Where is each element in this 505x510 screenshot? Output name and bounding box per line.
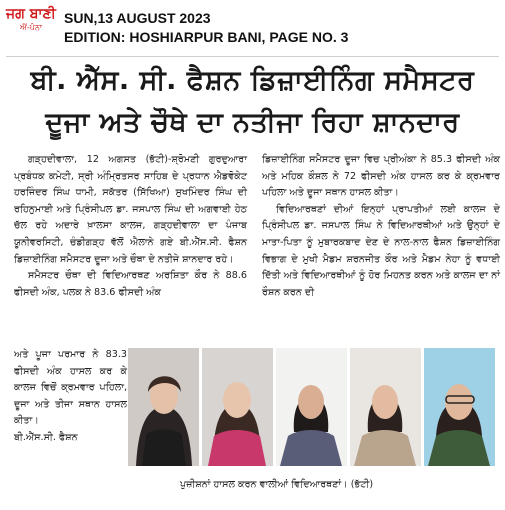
article-paragraph: ਡਿਜ਼ਾਈਨਿੰਗ ਸਮੈਸਟਰ ਦੂਜਾ ਵਿਚ ਪ੍ਰੀਅੰਕਾ ਨੇ 85.3 ਫੀਸਦੀ ਅੰਕ ਅਤੇ ਮਹਿਕ ਕੌਸ਼ਲ ਨੇ 72 ਫੀਸਦੀ ਅੰਕ ਹਾਸਲ ਕਰ ਕੇ ਕ੍ਰਮਵਾਰ ਪਹਿਲਾ ਅਤੇ ਦੂਜਾ ਸਥਾਨ ਹਾਸਲ ਕੀਤਾ।	[262, 154, 500, 199]
article-column-left-narrow	[14, 347, 127, 447]
article-paragraph: ਬੀ.ਐੱਸ.ਸੀ. ਫੈਸ਼ਨ	[14, 431, 78, 443]
publication-date: SUN,13 AUGUST 2023	[64, 10, 211, 26]
article-paragraph: ਅਤੇ ਪੂਜਾ ਪਰਮਾਰ ਨੇ 83.3 ਫੀਸਦੀ ਅੰਕ ਹਾਸਲ ਕਰ ਕੇ ਕਾਲਜ ਵਿਚੋਂ ਕ੍ਰਮਵਾਰ ਪਹਿਲਾ, ਦੂਜਾ ਅਤੇ ਤੀਜਾ ਸਥਾਨ ਹਾਸਲ ਕੀਤਾ।	[14, 349, 127, 427]
photo-caption: ਪੁਜ਼ੀਸ਼ਨਾਂ ਹਾਸਲ ਕਰਨ ਵਾਲੀਆਂ ਵਿਦਿਆਰਥਣਾਂ। (ਭੱਟੀ)	[180, 479, 374, 490]
article-paragraph: ਵਿਦਿਆਰਥਣਾਂ ਦੀਆਂ ਇਨ੍ਹਾਂ ਪ੍ਰਾਪਤੀਆਂ ਲਈ ਕਾਲਜ ਦੇ ਪ੍ਰਿੰਸੀਪਲ ਡਾ. ਜਸਪਾਲ ਸਿੰਘ ਨੇ ਵਿਦਿਆਰਥੀਆਂ ਅਤੇ ਉਨ੍ਹਾਂ ਦੇ ਮਾਤਾ-ਪਿਤਾ ਨੂੰ ਮੁਬਾਰਕਬਾਦ ਦੇਣ ਦੇ ਨਾਲ-ਨਾਲ ਫੈਸ਼ਨ ਡਿਜ਼ਾਈਨਿੰਗ ਵਿਭਾਗ ਦੇ ਮੁਖੀ ਮੈਡਮ ਸ਼ਰਨਜੀਤ ਕੌਰ ਅਤੇ ਮੈਡਮ ਨੇਹਾ ਨੂੰ ਵਧਾਈ ਦਿੱਤੀ ਅਤੇ ਵਿਦਿਆਰਥੀਆਂ ਨੂੰ ਹੋਰ ਮਿਹਨਤ ਕਰਨ ਅਤੇ ਕਾਲਜ ਦਾ ਨਾਂ ਰੌਸ਼ਨ ਕਰਨ ਦੀ	[262, 203, 500, 298]
student-photos	[128, 348, 494, 466]
student-photo	[276, 348, 347, 466]
newspaper-header	[0, 0, 505, 56]
edition-meta	[64, 9, 348, 47]
headline-line-2: ਦੂਜਾ ਅਤੇ ਚੌਥੇ ਦਾ ਨਤੀਜਾ ਰਿਹਾ ਸ਼ਾਨਦਾਰ	[45, 107, 460, 138]
logo-title: ਜਗ ਬਾਣੀ	[6, 6, 56, 22]
headline-line-1: ਬੀ. ਐੱਸ. ਸੀ. ਫੈਸ਼ਨ ਡਿਜ਼ਾਈਨਿੰਗ ਸਮੈਸਟਰ	[30, 65, 475, 96]
article-column-left	[14, 152, 247, 301]
logo-subtitle: ਐਂ-ਪੰਨਾ	[20, 23, 43, 32]
header-divider	[6, 56, 499, 57]
newspaper-logo	[6, 6, 60, 50]
student-photo	[424, 348, 495, 466]
article-paragraph: ਗੜ੍ਹਦੀਵਾਲਾ, 12 ਅਗਸਤ (ਭੱਟੀ)-ਸ਼੍ਰੋਮਣੀ ਗੁਰਦੁਆਰਾ ਪ੍ਰਬੰਧਕ ਕਮੇਟੀ, ਸ੍ਰੀ ਅੰਮ੍ਰਿਤਸਰ ਸਾਹਿਬ ਦੇ ਪ੍ਰਧਾਨ ਐਡਵੋਕੇਟ ਹਰਜਿੰਦਰ ਸਿੰਘ ਧਾਮੀ, ਸਕੱਤਰ (ਸਿੱਖਿਆ) ਸੁਖਮਿੰਦਰ ਸਿੰਘ ਦੀ ਰਹਿਨੁਮਾਈ ਅਤੇ ਪ੍ਰਿੰਸੀਪਲ ਡਾ. ਜਸਪਾਲ ਸਿੰਘ ਦੀ ਅਗਵਾਈ ਹੇਠ ਚੱਲ ਰਹੇ ਅਦਾਰੇ ਖ਼ਾਲਸਾ ਕਾਲਜ, ਗੜ੍ਹਦੀਵਾਲਾ ਦਾ ਪੰਜਾਬ ਯੂਨੀਵਰਸਿਟੀ, ਚੰਡੀਗੜ੍ਹ ਵੱਲੋਂ ਐਲਾਨੇ ਗਏ ਬੀ.ਐੱਸ.ਸੀ. ਫੈਸ਼ਨ ਡਿਜ਼ਾਈਨਿੰਗ ਸਮੈਸਟਰ ਦੂਜਾ ਅਤੇ ਚੌਥਾ ਦੇ ਨਤੀਜੇ ਸ਼ਾਨਦਾਰ ਰਹੇ।	[14, 154, 247, 265]
article-headline	[6, 62, 499, 142]
student-photo	[350, 348, 421, 466]
article-paragraph: ਸਮੈਸਟਰ ਚੌਥਾ ਦੀ ਵਿਦਿਆਰਥਣ ਅਰਸ਼ਿਤਾ ਕੌਰ ਨੇ 88.6 ਫੀਸਦੀ ਅੰਕ, ਪਲਕ ਨੇ 83.6 ਫੀਸਦੀ ਅੰਕ	[14, 270, 247, 298]
student-photo	[128, 348, 199, 466]
article-column-right	[262, 152, 500, 301]
edition-info: EDITION: HOSHIARPUR BANI, PAGE NO. 3	[64, 29, 349, 45]
student-photo	[202, 348, 273, 466]
